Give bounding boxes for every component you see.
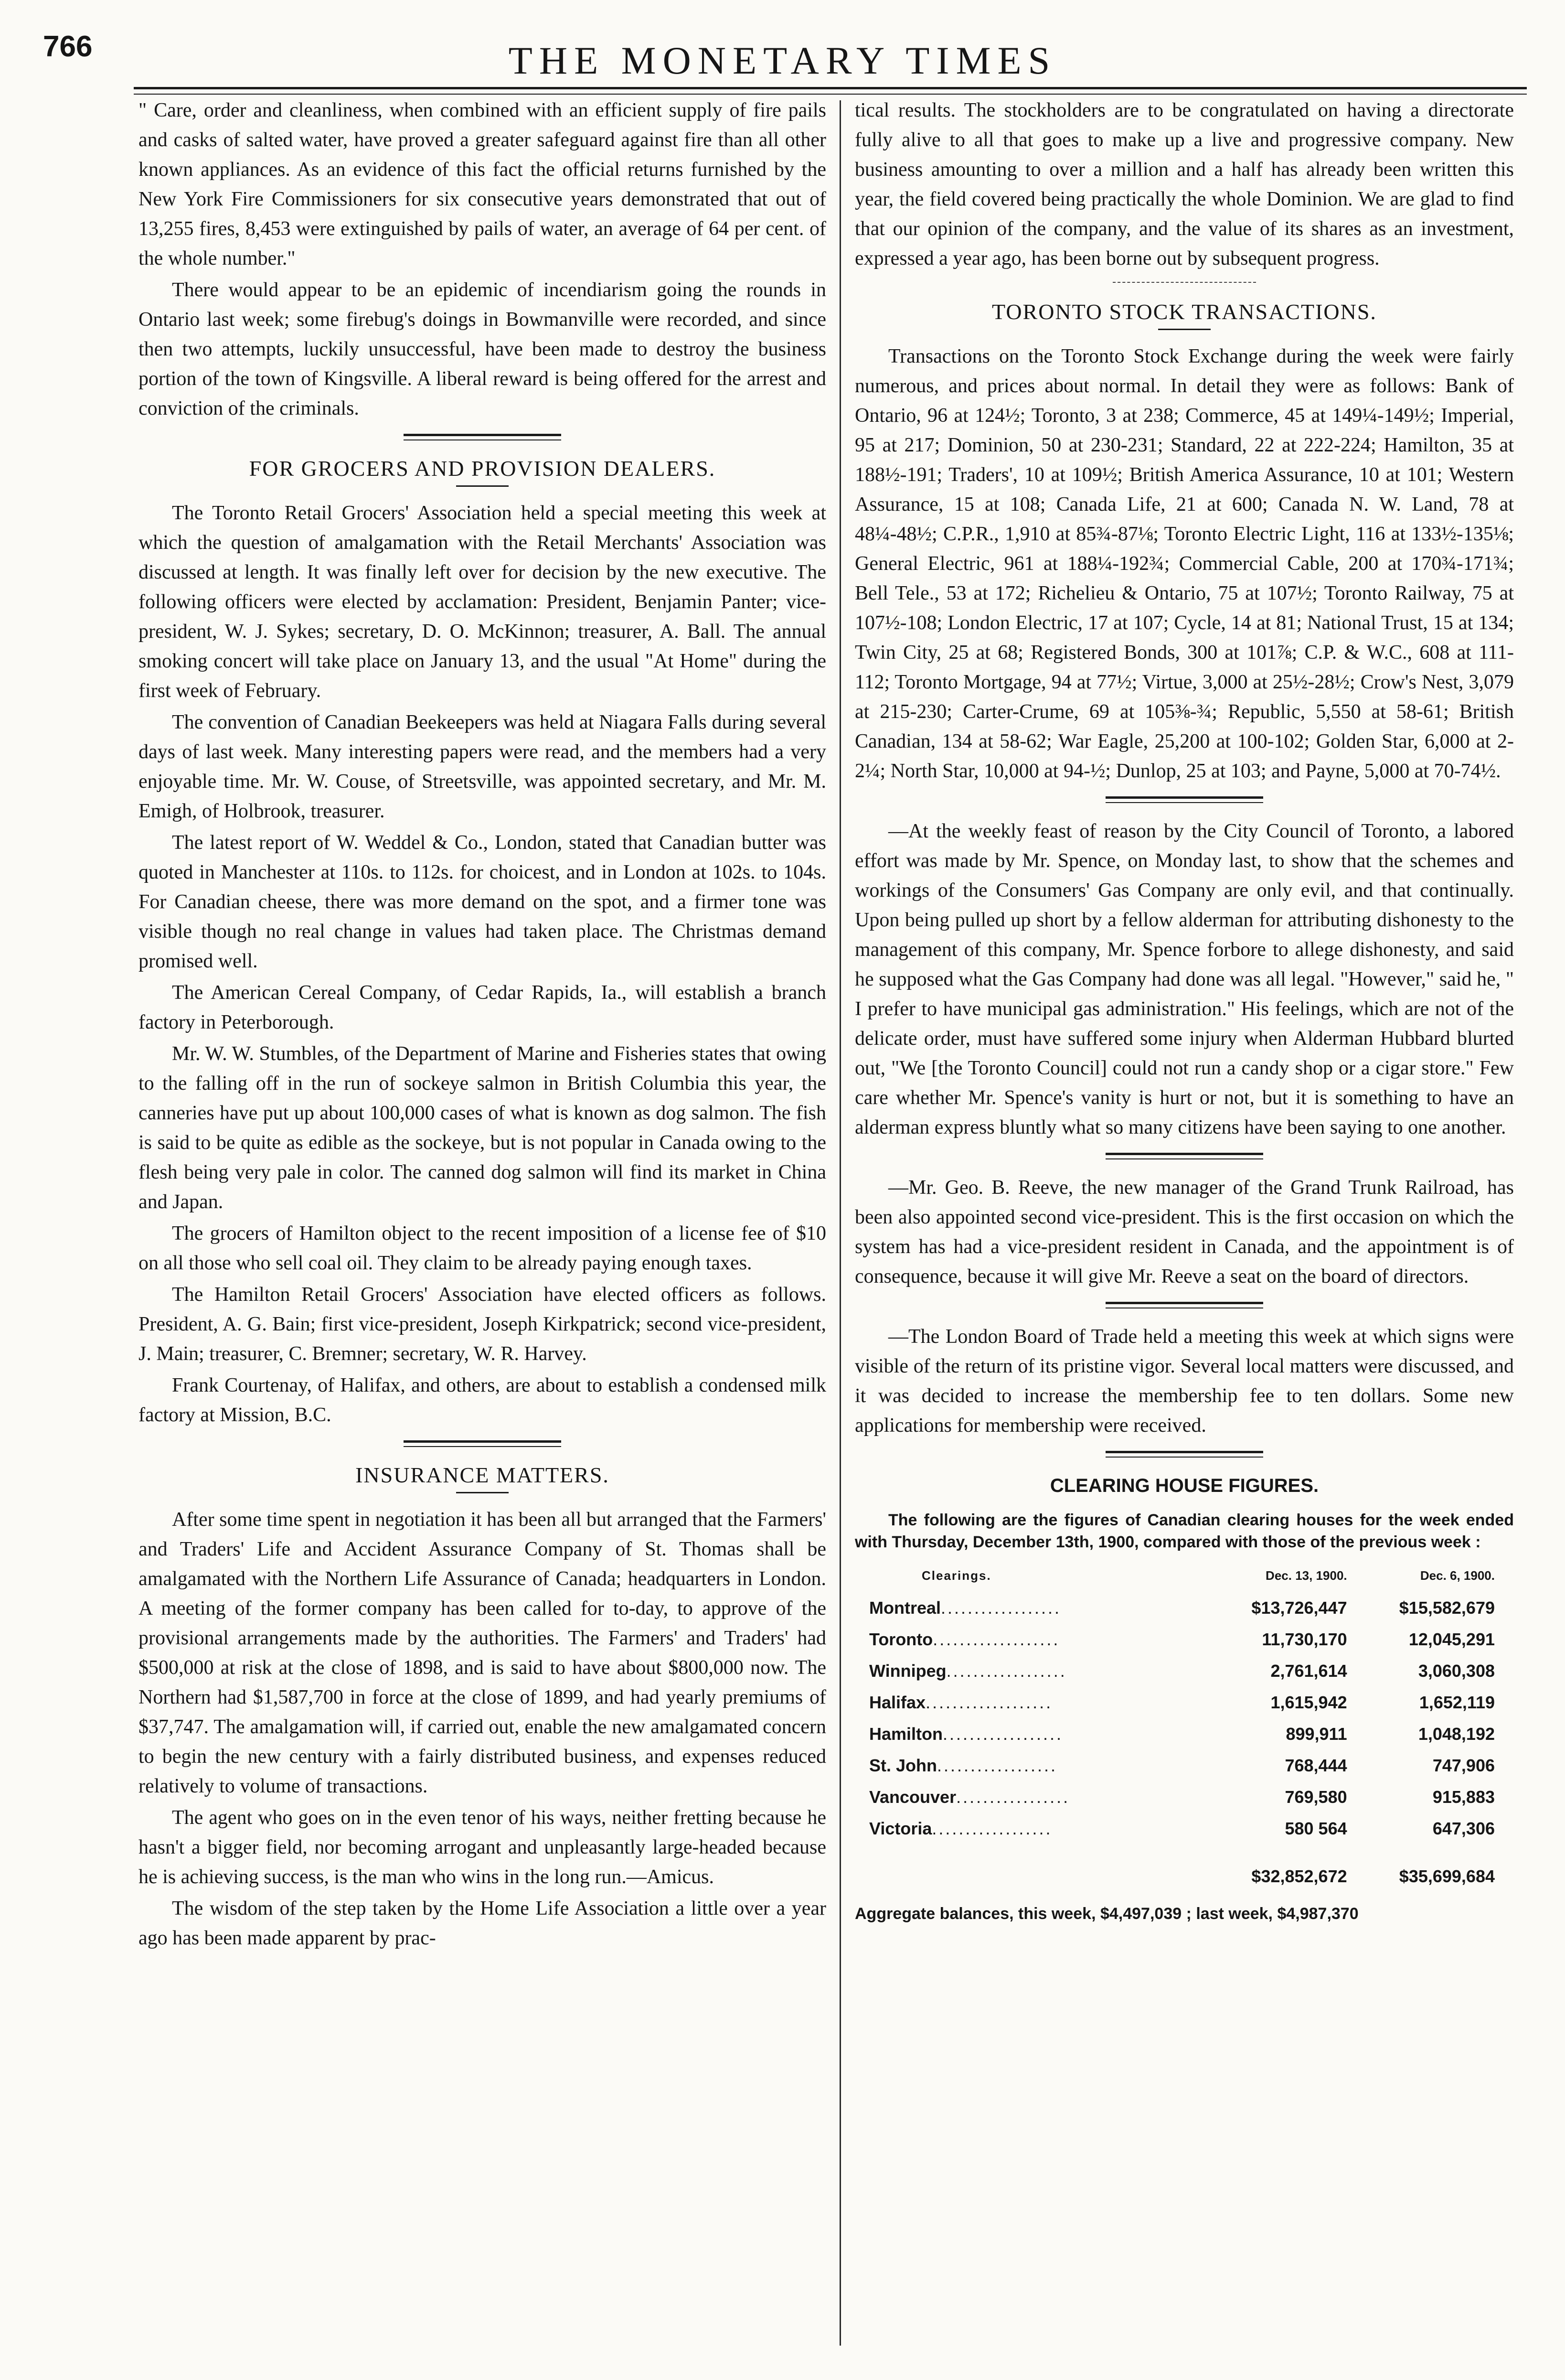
insurance-paragraph: After some time spent in negotiation it has been all but arranged that the Farmers' and Traders' Life and Accident Assurance Company of St. Thomas shall be amalgamated with the Northern Life Assurance of Canada; headquarters in London. A meeting of the former company has been called for to-day, to approve of the provisional arrangements made by the authorities. The Farmers' and Traders' had $500,000 at risk at the close of 1898, and is said to have about $800,000 now. The Northern had $1,587,700 in force at the close of 1899, and had yearly premiums of $37,747. The amalgamation will, if carried out, enable the new amalgamated concern to begin the new century with a fairly distributed business, and expenses reduced relatively to volume of transactions.	[138, 1509, 826, 1797]
section-divider	[404, 434, 561, 440]
table-row	[869, 1624, 1500, 1655]
section-divider	[1113, 282, 1256, 283]
value-dec13: 580 564	[1285, 1819, 1347, 1838]
value-dec13: 768,444	[1285, 1756, 1347, 1775]
section-divider	[404, 1440, 561, 1447]
city-name: St. John	[869, 1756, 937, 1775]
fire-quote-paragraph: " Care, order and cleanliness, when combined with an efficient supply of fire pails and casks of salted water, have proved a greater safeguard against fire than all other known appliances. As an evidence of this fact the official returns furnished by the New York Fire Commissioners for six consecutive years demonstrated that out of 13,255 fires, 8,453 were extinguished by pails of water, an average of 64 per cent. of the whole number."	[138, 99, 826, 269]
value-dec13: 769,580	[1285, 1787, 1347, 1807]
value-dec13: 11,730,170	[1262, 1630, 1347, 1649]
value-dec6: 747,906	[1432, 1756, 1495, 1775]
value-dec6: 3,060,308	[1418, 1661, 1495, 1681]
insurance-paragraph: The wisdom of the step taken by the Home Life Association a little over a year ago has been made apparent by prac-	[138, 1898, 826, 1949]
clearing-table-header	[869, 1558, 1500, 1592]
grocers-paragraph: The Hamilton Retail Grocers' Association have elected officers as follows. President, A. G. Bain; first vice-president, Joseph Kirkpatrick; second vice-president, J. Main; treasurer, C. Bremner; secretary, W. R. Harvey.	[138, 1284, 826, 1365]
column-separator	[840, 100, 841, 2346]
total-dec6: $35,699,684	[1399, 1866, 1495, 1886]
clearing-table	[869, 1558, 1500, 1892]
value-dec6: 647,306	[1432, 1819, 1495, 1838]
page-number: 766	[43, 30, 93, 63]
header-rule-thin	[134, 94, 1527, 95]
stock-heading: TORONTO STOCK TRANSACTIONS.	[992, 300, 1377, 324]
city-name: Winnipeg	[869, 1661, 947, 1681]
grocers-paragraph: The latest report of W. Weddel & Co., London, stated that Canadian butter was quoted in Manchester at 110s. to 112s. for choicest, and in London at 102s. to 104s. For Canadian cheese, there was more demand on the spot, and a firmer tone was visible though no real change in values had taken place. The Christmas demand promised well.	[138, 832, 826, 972]
value-dec6: 1,048,192	[1418, 1724, 1495, 1744]
table-row	[869, 1687, 1500, 1718]
value-dec13: 1,615,942	[1270, 1693, 1347, 1712]
table-total-row	[869, 1844, 1500, 1892]
grocers-heading: FOR GROCERS AND PROVISION DEALERS.	[249, 456, 716, 481]
heading-rule	[456, 485, 509, 487]
leader-dots: ...................	[933, 1630, 1060, 1649]
clearing-heading: CLEARING HOUSE FIGURES.	[1050, 1475, 1319, 1496]
value-dec13: 899,911	[1286, 1724, 1347, 1744]
home-life-continuation: tical results. The stockholders are to be congratulated on having a directorate fully alive to all that goes to make up a live and progressive company. New business amounting to over a million and a half has already been written this year, the field covered being practically the whole Dominion. We are glad to find that our opinion of the company, and the value of its shares as an investment, expressed a year ago, has been borne out by subsequent progress.	[855, 99, 1514, 269]
table-row	[869, 1655, 1500, 1687]
leader-dots: ..................	[941, 1598, 1062, 1618]
heading-rule	[1158, 329, 1211, 330]
aggregate-balances: Aggregate balances, this week, $4,497,039 ; last week, $4,987,370	[855, 1905, 1359, 1923]
page-header	[29, 19, 1536, 91]
right-column	[855, 96, 1514, 1929]
value-dec6: 12,045,291	[1408, 1630, 1495, 1649]
leader-dots: ..................	[946, 1661, 1067, 1681]
value-dec6: 915,883	[1432, 1787, 1495, 1807]
section-divider	[1106, 1153, 1263, 1159]
grocers-paragraph: The grocers of Hamilton object to the recent imposition of a license fee of $10 on all those who sell coal oil. They claim to be already paying enough taxes.	[138, 1222, 826, 1274]
city-name: Toronto	[869, 1630, 933, 1649]
table-row	[869, 1781, 1500, 1813]
header-rule	[134, 87, 1527, 89]
city-name: Vancouver	[869, 1787, 957, 1807]
clearing-intro: The following are the figures of Canadian clearing houses for the week ended with Thursday, December 13th, 1900, compared with those of the previous week :	[855, 1511, 1514, 1551]
leader-dots: .................	[956, 1787, 1070, 1807]
left-column	[138, 96, 826, 1955]
leader-dots: ..................	[943, 1724, 1064, 1744]
table-row	[869, 1592, 1500, 1624]
value-dec6: 1,652,119	[1419, 1693, 1495, 1712]
value-dec13: $13,726,447	[1251, 1598, 1347, 1618]
table-row	[869, 1813, 1500, 1844]
city-name: Victoria	[869, 1819, 932, 1838]
masthead-title: THE MONETARY TIMES	[508, 39, 1057, 82]
reeve-paragraph: —Mr. Geo. B. Reeve, the new manager of the Grand Trunk Railroad, has been also appointed second vice-president. This is the first occasion on which the system has had a vice-president resident in Canada, and the appointment is of consequence, because it will give Mr. Reeve a seat on the board of directors.	[855, 1177, 1514, 1287]
section-divider	[1106, 796, 1263, 803]
incendiarism-paragraph: There would appear to be an epidemic of incendiarism going the rounds in Ontario last week; some firebug's doings in Bowmanville were recorded, and since then two attempts, luckily unsuccessful, have been made to destroy the business portion of the town of Kingsville. A liberal reward is being offered for the arrest and conviction of the criminals.	[138, 279, 826, 419]
leader-dots: ...................	[926, 1693, 1053, 1712]
grocers-paragraph: Frank Courtenay, of Halifax, and others, are about to establish a condensed milk factory at Mission, B.C.	[138, 1374, 826, 1426]
city-name: Montreal	[869, 1598, 941, 1618]
section-divider	[1106, 1302, 1263, 1308]
leader-dots: ..................	[937, 1756, 1058, 1775]
col-dec6: Dec. 6, 1900.	[1420, 1568, 1495, 1583]
col-clearings: Clearings.	[922, 1568, 991, 1583]
grocers-paragraph: The Toronto Retail Grocers' Association held a special meeting this week at which the question of amalgamation with the Retail Merchants' Association was discussed at length. It was finally left over for decision by the new executive. The following officers were elected by acclamation: President, Benjamin Panter; vice-president, W. J. Sykes; secretary, D. O. McKinnon; treasurer, A. Ball. The annual smoking concert will take place on January 13, and the usual "At Home" during the first week of February.	[138, 502, 826, 702]
value-dec6: $15,582,679	[1399, 1598, 1495, 1618]
leader-dots: ..................	[932, 1819, 1053, 1838]
table-row	[869, 1750, 1500, 1781]
insurance-paragraph: The agent who goes on in the even tenor of his ways, neither fretting because he hasn't a bigger field, nor becoming arrogant and unpleasantly large-headed because he is achieving success, is the man who wins in the long run.—Amicus.	[138, 1807, 826, 1888]
council-paragraph: —At the weekly feast of reason by the City Council of Toronto, a labored effort was made by Mr. Spence, on Monday last, to show that the schemes and workings of the Consumers' Gas Company are only evil, and that continually. Upon being pulled up short by a fellow alderman for attributing dishonesty to the management of this company, Mr. Spence forbore to allege dishonesty, and said he supposed what the Gas Company had done was all legal. "However," said he, " I prefer to have municipal gas administration." His feelings, which are not of the delicate order, must have suffered some injury when Alderman Hubbard blurted out, "We [the Toronto Council] could not run a candy shop or a cigar store." Few care whether Mr. Spence's vanity is hurt or not, but it is something to have an alderman express bluntly what so many citizens have been saying to one another.	[855, 820, 1514, 1138]
board-of-trade-paragraph: —The London Board of Trade held a meeting this week at which signs were visible of the return of its pristine vigor. Several local matters were discussed, and it was decided to increase the membership fee to ten dollars. Some new applications for membership were received.	[855, 1326, 1514, 1437]
section-divider	[1106, 1451, 1263, 1458]
heading-rule	[456, 1492, 509, 1493]
stock-paragraph: Transactions on the Toronto Stock Exchange during the week were fairly numerous, and prices about normal. In detail they were as follows: Bank of Ontario, 96 at 124½; Toronto, 3 at 238; Commerce, 45 at 149¼-149½; Imperial, 95 at 217; Dominion, 50 at 230-231; Standard, 22 at 222-224; Hamilton, 35 at 188½-191; Traders', 10 at 109½; British America Assurance, 10 at 101; Western Assurance, 15 at 108; Canada Life, 21 at 600; Canada N. W. Land, 78 at 48¼-48½; C.P.R., 1,910 at 85¾-87⅛; Toronto Electric Light, 116 at 133½-135⅛; General Electric, 961 at 188¼-192¾; Commercial Cable, 200 at 170¾-171¾; Bell Tele., 53 at 172; Richelieu & Ontario, 75 at 107½; Toronto Railway, 75 at 107½-108; London Electric, 17 at 107; Cycle, 14 at 81; National Trust, 15 at 134; Twin City, 25 at 68; Registered Bonds, 300 at 101⅞; C.P. & W.C., 608 at 111-112; Toronto Mortgage, 94 at 77½; Virtue, 3,000 at 25½-28½; Crow's Nest, 3,079 at 215-230; Carter-Crume, 69 at 105⅜-¾; Republic, 5,550 at 58-61; British Canadian, 134 at 58-62; War Eagle, 25,200 at 100-102; Golden Star, 6,000 at 2-2¼; North Star, 10,000 at 94-½; Dunlop, 25 at 103; and Payne, 5,000 at 70-74½.	[855, 345, 1514, 782]
table-row	[869, 1718, 1500, 1750]
grocers-paragraph: The American Cereal Company, of Cedar Rapids, Ia., will establish a branch factory in Peterborough.	[138, 982, 826, 1033]
value-dec13: 2,761,614	[1270, 1661, 1347, 1681]
city-name: Halifax	[869, 1693, 926, 1712]
insurance-heading: INSURANCE MATTERS.	[355, 1463, 609, 1487]
col-dec13: Dec. 13, 1900.	[1266, 1568, 1347, 1583]
grocers-paragraph: The convention of Canadian Beekeepers was held at Niagara Falls during several days of last week. Many interesting papers were read, and the members had a very enjoyable time. Mr. W. Couse, of Streetsville, was appointed secretary, and Mr. M. Emigh, of Holbrook, treasurer.	[138, 711, 826, 822]
total-dec13: $32,852,672	[1251, 1866, 1347, 1886]
city-name: Hamilton	[869, 1724, 943, 1744]
grocers-paragraph: Mr. W. W. Stumbles, of the Department of Marine and Fisheries states that owing to the falling off in the run of sockeye salmon in British Columbia this year, the canneries have put up about 100,000 cases of what is known as dog salmon. The fish is said to be quite as edible as the sockeye, but is not popular in Canada owing to the flesh being very pale in color. The canned dog salmon will find its market in China and Japan.	[138, 1043, 826, 1213]
